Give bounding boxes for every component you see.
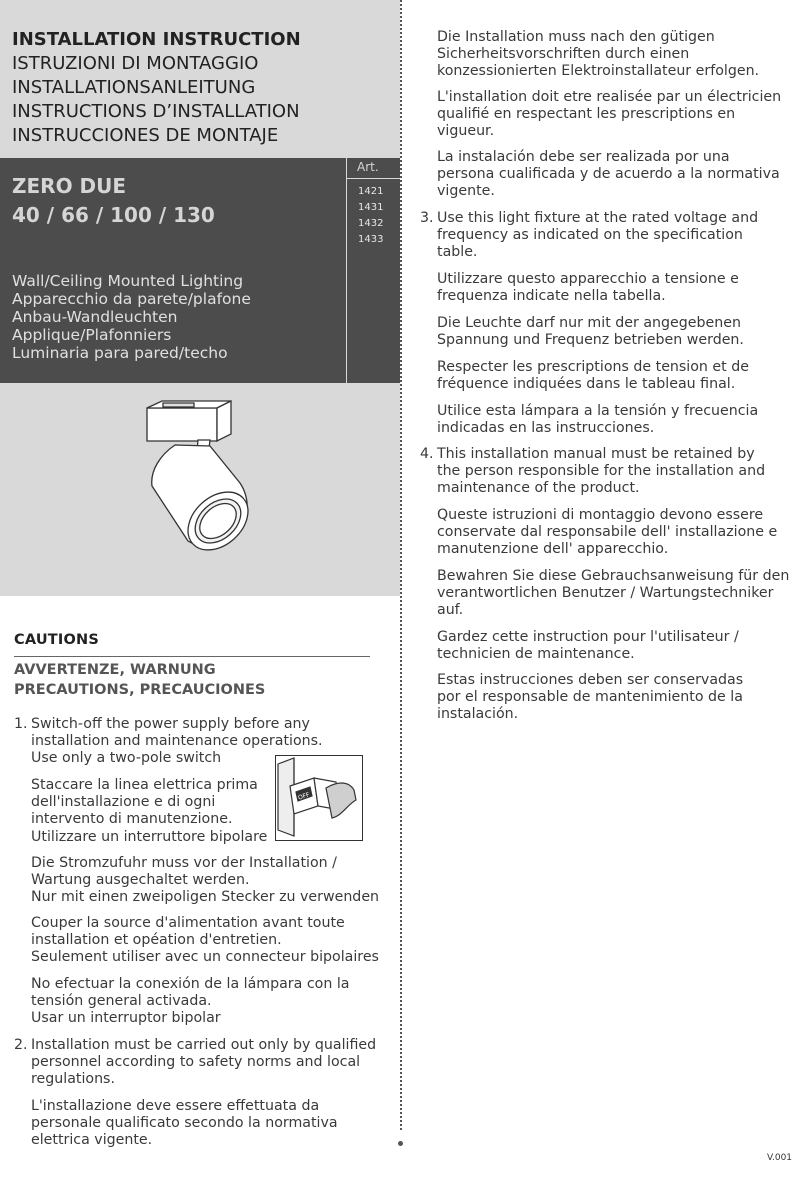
title-es: INSTRUCCIONES DE MONTAJE bbox=[12, 125, 279, 146]
text-line: Utilizzare un interruttore bipolare bbox=[31, 828, 268, 845]
text-line: Nur mit einen zweipoligen Stecker zu verwenden bbox=[31, 889, 380, 906]
item2-de bbox=[437, 29, 759, 81]
item-number: 2. bbox=[14, 1037, 28, 1053]
item1-it bbox=[31, 777, 267, 846]
text-line: Use this light fixture at the rated voltage and bbox=[437, 210, 759, 226]
text-line: indicadas en las instrucciones. bbox=[437, 420, 655, 437]
text-line: por el responsable de mantenimiento de la bbox=[437, 689, 743, 706]
text-line: L'installazione deve essere effettuata da bbox=[31, 1098, 320, 1114]
text-line: Bewahren Sie diese Gebrauchsanweisung für den bbox=[437, 568, 790, 584]
item4-fr bbox=[437, 629, 739, 663]
text-line: Couper la source d'alimentation avant toute bbox=[31, 915, 345, 931]
text-line: regulations. bbox=[31, 1071, 115, 1088]
switch-icon bbox=[276, 756, 362, 840]
text-line: vigente. bbox=[437, 183, 495, 200]
text-line: auf. bbox=[437, 602, 464, 619]
text-line: Utilizzare questo apparecchio a tensione e bbox=[437, 271, 739, 287]
spotlight-illustration bbox=[0, 383, 400, 596]
text-line: Estas instrucciones deben ser conservadas bbox=[437, 672, 744, 688]
art-code: 1431 bbox=[358, 202, 384, 213]
text-line: Installation must be carried out only by qualified bbox=[31, 1037, 377, 1053]
text-line: Usar un interruptor bipolar bbox=[31, 1010, 221, 1027]
text-line: Queste istruzioni di montaggio devono essere bbox=[437, 507, 764, 523]
text-line: installation and maintenance operations. bbox=[31, 733, 323, 750]
text-line: maintenance of the product. bbox=[437, 480, 640, 497]
item1-de bbox=[31, 855, 379, 907]
text-line: the person responsible for the installation and bbox=[437, 463, 766, 480]
item4-de bbox=[437, 568, 789, 620]
text-line: qualifié en respectant les prescriptions en bbox=[437, 106, 736, 123]
text-line: Die Stromzufuhr muss vor der Installation / bbox=[31, 855, 337, 871]
text-line: personnel according to safety norms and local bbox=[31, 1054, 361, 1071]
text-line: vigueur. bbox=[437, 123, 495, 140]
description-es: Luminaria para pared/techo bbox=[12, 344, 228, 362]
art-codes bbox=[358, 184, 383, 248]
text-line: conservate dal responsabile dell' installazione e bbox=[437, 524, 778, 541]
text-line: Die Installation muss nach den gütigen bbox=[437, 29, 715, 45]
title-de: INSTALLATIONSANLEITUNG bbox=[12, 77, 256, 98]
product-sizes: 40 / 66 / 100 / 130 bbox=[12, 203, 215, 227]
product-name: ZERO DUE bbox=[12, 174, 127, 198]
text-line: manutenzione dell' apparecchio. bbox=[437, 541, 669, 558]
text-line: La instalación debe ser realizada por una bbox=[437, 149, 730, 165]
text-line: Wartung ausgechaltet werden. bbox=[31, 872, 250, 889]
text-line: Utilice esta lámpara a la tensión y frecuencia bbox=[437, 403, 759, 419]
item2-fr bbox=[437, 89, 781, 141]
item3-es bbox=[437, 403, 758, 437]
item3-it bbox=[437, 271, 739, 305]
text-line: personale qualificato secondo la normativa bbox=[31, 1115, 338, 1132]
item-number: 4. bbox=[420, 446, 434, 462]
art-rule bbox=[346, 178, 400, 179]
item3-de bbox=[437, 315, 744, 349]
text-line: frequency as indicated on the specification bbox=[437, 227, 743, 244]
description-fr: Applique/Plafonniers bbox=[12, 326, 172, 344]
description-it: Apparecchio da parete/plafone bbox=[12, 290, 251, 308]
cautions-subheading bbox=[14, 660, 265, 700]
text-line: frequenza indicate nella tabella. bbox=[437, 288, 666, 305]
item3-en bbox=[437, 210, 758, 262]
item2-es bbox=[437, 149, 780, 201]
item4-it bbox=[437, 507, 777, 559]
text-line: Use only a two-pole switch bbox=[31, 750, 222, 767]
item2-en bbox=[31, 1037, 376, 1089]
cautions-subheading-line: PRECAUTIONS, PRECAUCIONES bbox=[14, 682, 266, 698]
art-code: 1421 bbox=[358, 186, 384, 197]
text-line: tensión general activada. bbox=[31, 993, 212, 1010]
item3-fr bbox=[437, 359, 749, 393]
art-code: 1433 bbox=[358, 234, 384, 245]
text-line: verantwortlichen Benutzer / Wartungstechniker bbox=[437, 585, 774, 602]
version-label: V.001 bbox=[767, 1153, 793, 1163]
description-de: Anbau-Wandleuchten bbox=[12, 308, 178, 326]
title-fr: INSTRUCTIONS D’INSTALLATION bbox=[12, 101, 300, 122]
art-label: Art. bbox=[357, 160, 379, 174]
cautions-heading: CAUTIONS bbox=[14, 632, 99, 648]
text-line: intervento di manutenzione. bbox=[31, 811, 233, 828]
title-it: ISTRUZIONI DI MONTAGGIO bbox=[12, 53, 259, 74]
description-en: Wall/Ceiling Mounted Lighting bbox=[12, 272, 244, 290]
text-line: Staccare la linea elettrica prima bbox=[31, 777, 258, 793]
text-line: installation et opéation d'entretien. bbox=[31, 932, 282, 949]
text-line: Sicherheitsvorschriften durch einen bbox=[437, 46, 690, 63]
text-line: This installation manual must be retained by bbox=[437, 446, 755, 462]
switch-off-label: OFF bbox=[297, 791, 311, 802]
separator-end-dot bbox=[398, 1141, 403, 1146]
item1-es bbox=[31, 976, 349, 1028]
item2-it bbox=[31, 1098, 338, 1150]
text-line: Switch-off the power supply before any bbox=[31, 716, 310, 732]
item-number: 1. bbox=[14, 716, 28, 732]
column-separator bbox=[400, 0, 402, 1130]
item-number: 3. bbox=[420, 210, 434, 226]
text-line: Seulement utiliser avec un connecteur bipolaires bbox=[31, 949, 379, 966]
text-line: Gardez cette instruction pour l'utilisateur / bbox=[437, 629, 739, 645]
art-code: 1432 bbox=[358, 218, 384, 229]
text-line: instalación. bbox=[437, 706, 519, 723]
item4-en bbox=[437, 446, 765, 498]
text-line: persona cualificada y de acuerdo a la normativa bbox=[437, 166, 780, 183]
text-line: technicien de maintenance. bbox=[437, 646, 635, 663]
product-block bbox=[0, 158, 400, 383]
two-pole-switch-illustration bbox=[275, 755, 363, 841]
title-block bbox=[0, 0, 400, 158]
art-divider bbox=[346, 158, 347, 383]
cautions-subheading-line: AVVERTENZE, WARNUNG bbox=[14, 662, 216, 678]
cautions-rule bbox=[14, 656, 370, 657]
text-line: elettrica vigente. bbox=[31, 1132, 153, 1149]
text-line: No efectuar la conexión de la lámpara con la bbox=[31, 976, 350, 992]
text-line: L'installation doit etre realisée par un électricien bbox=[437, 89, 782, 105]
text-line: konzessionierten Elektroinstallateur erfolgen. bbox=[437, 63, 760, 80]
text-line: fréquence indiquées dans le tableau final. bbox=[437, 376, 736, 393]
item1-fr bbox=[31, 915, 379, 967]
title-en: INSTALLATION INSTRUCTION bbox=[12, 29, 301, 50]
text-line: Spannung und Frequenz betrieben werden. bbox=[437, 332, 744, 349]
text-line: Die Leuchte darf nur mit der angegebenen bbox=[437, 315, 741, 331]
text-line: table. bbox=[437, 244, 478, 261]
item4-es bbox=[437, 672, 743, 724]
product-image-area bbox=[0, 383, 400, 596]
text-line: Respecter les prescriptions de tension et de bbox=[437, 359, 749, 375]
text-line: dell'installazione e di ogni bbox=[31, 794, 216, 811]
